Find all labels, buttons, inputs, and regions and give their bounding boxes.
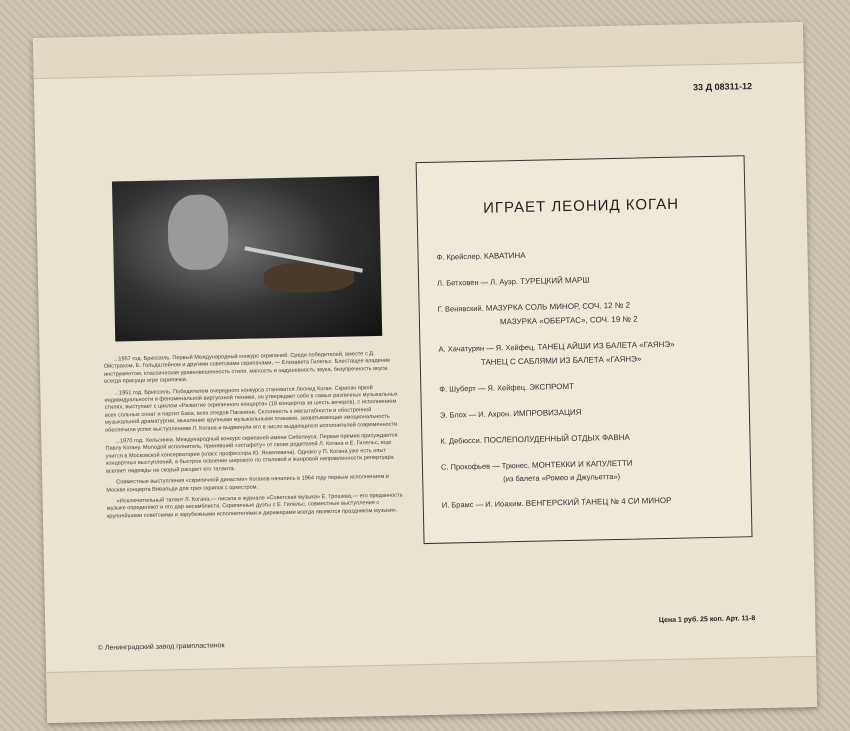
track-11	[503, 470, 736, 484]
biography-text	[104, 350, 407, 524]
track-12	[442, 495, 737, 510]
price-label: Цена 1 руб. 25 коп. Арт. 11-8	[658, 615, 756, 625]
violinist-photo	[112, 176, 382, 342]
track-composer: Э. Блох — И. Ахрон.	[439, 409, 512, 420]
track-7	[439, 379, 734, 394]
record-sleeve	[33, 22, 817, 723]
bio-paragraph: ...1970 год. Хельсинки. Международный конкурс скрипачей имени Сибелиуса. Первая премия присуждается Павлу Когану. Молодой исполнитель, принявший «эстафету» от своих родителей Л. Когана и Е. Гилельс, еще учится в Московской консерватории (класс профессора Ю. Янкелевича). Однако у П. Когана уже есть опыт концертных выступлений, а быстрое освоение широкого по стилевой и жанровой направленности репертуара вселяет надежды на скорый расцвет его таланта.	[105, 432, 398, 475]
track-piece: ВЕНГЕРСКИЙ ТАНЕЦ № 4 СИ МИНОР	[525, 495, 672, 508]
track-composer: И. Брамс — И. Иоахим.	[441, 498, 524, 510]
track-composer: Ф. Крейслер.	[436, 251, 483, 262]
track-1	[436, 247, 731, 262]
track-6	[481, 353, 734, 367]
track-4	[500, 313, 733, 327]
track-2	[437, 273, 732, 288]
track-piece: МАЗУРКА СОЛЬ МИНОР, СОЧ. 12 № 2	[485, 300, 631, 313]
factory-label: © Ленинградский завод грампластинок	[97, 642, 225, 652]
track-piece: ПОСЛЕПОЛУДЕННЫЙ ОТДЫХ ФАВНА	[483, 432, 630, 445]
sleeve-top-flap	[33, 22, 804, 79]
bio-paragraph: «Исключительный талант Л. Когана,— писала в журнале «Советская музыка» Е. Грошева,— его преданность музыке определяют и его дар ансамблиста. Скрипичные дуэты с Е. Гилельс, совместные выступления с крупнейшими советскими и зарубежными исполнителями и дирижерами всегда являются праздником музыки».	[106, 492, 403, 520]
track-composer: К. Дебюсси.	[440, 435, 482, 446]
factory-name: Ленинградский завод грампластинок	[104, 642, 225, 652]
catalog-number: 33 Д 08311-12	[693, 81, 753, 93]
track-piece: ТАНЕЦ АЙШИ ИЗ БАЛЕТА «ГАЯНЭ»	[537, 339, 675, 352]
bio-paragraph: ...1951 год. Брюссель. Победителем очередного конкурса становится Леонид Коган. Скрипач яркой индивидуальности и феноменальной виртуозной техники, он утверждает себя в самых различных музыкальных стилях, выступает с циклом «Развитие скрипичного концерта» (18 концертов за шесть вечеров), с исполнением всех сольных сонат и партит Баха, всех этюдов Паганини. Склонность к масштабности и обостренной музыкальной драматургии, мышление крупными музыкальными планами, захватывающая эмоциональность обеспечили успех выступлениям Л. Когана и выдвинули его в число выдающихся исполнителей современности.	[104, 384, 399, 434]
track-10	[441, 457, 736, 472]
track-piece: МАЗУРКА «ОБЕРТАС», СОЧ. 19 № 2	[499, 314, 638, 327]
album-title: ИГРАЕТ ЛЕОНИД КОГАН	[482, 195, 680, 217]
track-composer: С. Прокофьев — Трюнес.	[440, 460, 530, 472]
track-piece: (из балета «Ромео и Джульетта»)	[503, 471, 621, 484]
track-piece: ТАНЕЦ С САБЛЯМИ ИЗ БАЛЕТА «ГАЯНЭ»	[480, 354, 642, 367]
track-piece: ИМПРОВИЗАЦИЯ	[513, 407, 582, 419]
photo-face	[167, 194, 229, 270]
track-composer: Г. Венявский.	[437, 303, 484, 314]
track-piece: ТУРЕЦКИЙ МАРШ	[519, 275, 590, 286]
track-5	[438, 339, 733, 354]
track-8	[440, 405, 735, 420]
track-composer: А. Хачатурян — Я. Хейфец.	[438, 342, 536, 354]
bio-paragraph: ...1957 год. Брюссель. Первый Международный конкурс скрипачей. Среди победителей, вместе с Д. Ойстрахом, Б. Гольдштейном и другими советскими скрипачами, — Елизавета Гилельс. Блестящее владение инструментом, классическая уравновешенность стиля, мягкость и задушевность звука, безупречность вкуса всегда присущи игре скрипачки.	[103, 351, 391, 385]
tracklist-box	[416, 155, 753, 544]
sleeve-bottom-flap	[46, 656, 817, 723]
track-piece: МОНТЕККИ И КАПУЛЕТТИ	[531, 458, 633, 470]
track-piece: КАВАТИНА	[483, 250, 526, 261]
track-composer: Ф. Шуберт — Я. Хейфец.	[439, 382, 528, 394]
track-9	[440, 431, 735, 446]
track-piece: ЭКСПРОМТ	[529, 381, 575, 392]
bio-paragraph: Совместные выступления «скрипичной династии» Коганов начались в 1964 году первым исполнением в Москве концерта Вивальди для трех скрипок с оркестром.	[106, 473, 389, 494]
track-3	[438, 299, 733, 314]
track-composer: Л. Бетховен — Л. Ауэр.	[437, 277, 519, 288]
